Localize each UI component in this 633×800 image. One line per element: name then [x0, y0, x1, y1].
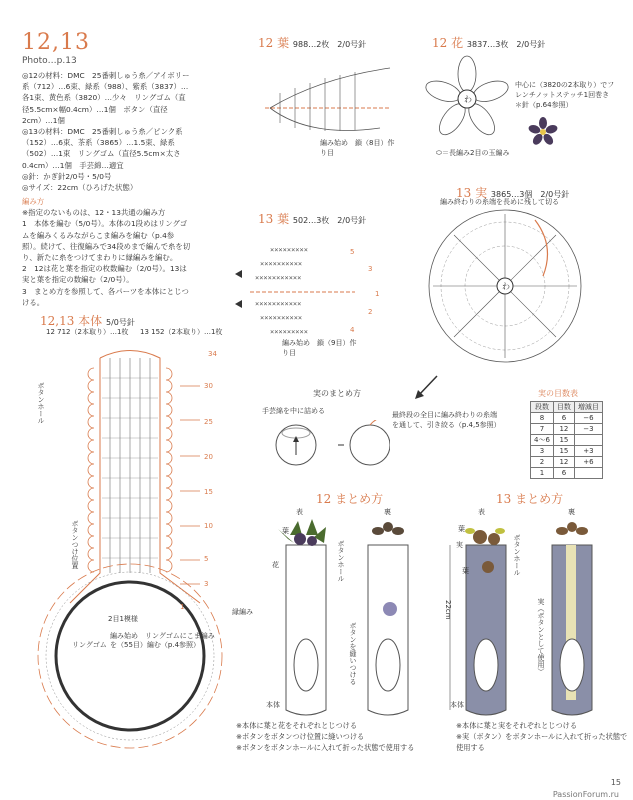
- leaf12-heading: 12 葉 988…2枚 2/0号針: [258, 36, 367, 50]
- table-row: 4〜6 15: [531, 435, 603, 446]
- knitting-instructions: [22, 196, 192, 308]
- body-heading: 12,13 本体 5/0号針: [40, 314, 135, 328]
- two-one-pattern-label: 2目1模様: [108, 615, 138, 623]
- row-label-1: 1: [180, 603, 185, 611]
- fruit13-chart: [425, 206, 585, 371]
- assembly12-body: 本体: [266, 701, 280, 709]
- svg-text:×××××××××××: ×××××××××××: [255, 274, 302, 282]
- svg-text:×××××××××: ×××××××××: [270, 246, 308, 254]
- row-label-20: 20: [204, 453, 213, 461]
- svg-text:×××××××××××: ×××××××××××: [255, 300, 302, 308]
- assembly13-note-1: ※本体に葉と実をそれぞれとじつける: [456, 721, 578, 730]
- page-title: 12,13: [22, 30, 90, 55]
- row-label-10: 10: [204, 522, 213, 530]
- flower12-chart: [420, 52, 515, 147]
- leaf13-row-3: 3: [368, 265, 373, 273]
- knitting-step-2: 2 12は花と葉を指定の枚数編む（2/0号）。13は実と葉を指定の数編む（2/0号）。: [22, 264, 187, 285]
- row-label-25: 25: [204, 418, 213, 426]
- materials-13: ◎13の材料：DMC 25番刺しゅう糸／ピンク系（152）…6束、茶系（3865）…1.5束、緑系（502）…1束 リングゴム（直径5.5cm×太さ0.4cm）…1個 手芸綿…適宜: [22, 127, 183, 170]
- leaf12-start: 編み始め 鎖（8目）作り目: [320, 139, 395, 157]
- assembly13-heading: 13 まとめ方: [496, 492, 564, 506]
- assembly12-flower: 花: [272, 561, 279, 569]
- assembly13-button-hole: ボタンホール: [513, 534, 521, 576]
- row-label-5: 5: [204, 555, 209, 563]
- assembly12-note-2: ※ボタンをボタンつけ位置に縫いつける: [236, 732, 365, 741]
- assembly13-leaf-top: 葉: [458, 525, 465, 533]
- knitting-intro: ※指定のないものは、12・13共通の編み方: [22, 208, 166, 218]
- svg-text:わ: わ: [502, 282, 510, 291]
- button-position-label: ボタンつけ位置: [71, 520, 79, 569]
- table-row: 7 12 −3: [531, 424, 603, 435]
- leaf13-chart: [230, 234, 373, 344]
- materials-12: ◎12の材料：DMC 25番刺しゅう糸／アイボリー系（712）…6束、緑系（988）、紫系（3837）…各1束、黄色系（3820）…少々 リングゴム（直径5.5cm×幅0.4cm）…1個 ボタン（直径2cm）…1個: [22, 71, 190, 125]
- photo-reference: Photo…p.13: [22, 56, 77, 66]
- flower-icon: [528, 117, 558, 147]
- assembly12-drawing: [268, 515, 428, 720]
- assembly13-drawing: [440, 515, 610, 720]
- fruit-assembly-step-a: 手芸綿を中に詰める: [262, 407, 325, 415]
- assembly12-button: ボタンを縫いつける: [349, 622, 357, 685]
- leaf13-heading: 13 葉 502…3枚 2/0号針: [258, 212, 367, 226]
- assembly12-notes: [236, 720, 414, 753]
- row-label-34: 34: [208, 350, 217, 358]
- leaf13-row-5: 5: [350, 248, 355, 256]
- watermark: PassionForum.ru: [552, 790, 619, 799]
- flower12-heading: 12 花 3837…3枚 2/0号針: [432, 36, 546, 50]
- flower12-legend: ⬭＝長編み2目の玉編み: [436, 149, 510, 157]
- body-start-label: 編み始め リングゴムにこま編みを（55目）編む（p.4参照）: [110, 632, 215, 649]
- needle-info: ◎針：かぎ針2/0号・5/0号: [22, 171, 112, 181]
- assembly12-front: 表: [296, 508, 303, 516]
- edge-label: 縁編み: [232, 608, 253, 616]
- size-info: ◎サイズ：22cm（ひろげた状態）: [22, 183, 138, 193]
- leaf13-start: 編み始め 鎖（9目）作り目: [282, 339, 357, 357]
- body-chart: [30, 338, 245, 778]
- row-label-15: 15: [204, 488, 213, 496]
- assembly13-notes: [456, 720, 633, 753]
- arrow-icon: [412, 372, 442, 402]
- knitting-step-1: 1 本体を編む（5/0号）。本体の1段めはリングゴムを編みくるみながらこま編みを編む（p.4参照）。続けて、往復編みで34段めまで編んで糸を切り、新たに糸をつけてまわりに縁編みを編む。: [22, 219, 191, 263]
- button-hole-label: ボタンホール: [37, 382, 45, 424]
- assembly13-fruit: 実: [456, 541, 463, 549]
- assembly13-note-2: ※実（ボタン）をボタンホールに入れて折った状態で使用する: [456, 732, 628, 752]
- knitting-step-3: 3 まとめ方を参照して、各パーツを本体にとじつける。: [22, 286, 189, 307]
- materials-block: [22, 70, 192, 193]
- assembly12-button-hole: ボタンホール: [337, 540, 345, 582]
- assembly13-body: 本体: [450, 701, 464, 709]
- leaf13-row-1: 1: [375, 290, 380, 298]
- assembly13-length: 22cm: [444, 600, 452, 620]
- leaf13-row-4: 4: [350, 326, 355, 334]
- table-row: 1 6: [531, 468, 603, 479]
- table-row: 2 12 +6: [531, 457, 603, 468]
- fruit-assembly-step-b: 最終段の全目に編み終わりの糸端を通して、引き絞る（p.4,5参照）: [392, 411, 501, 429]
- assembly13-fruit-use: 実（ボタンとして使用）: [537, 598, 545, 675]
- svg-text:×××××××××: ×××××××××: [270, 328, 308, 336]
- fruit-count-table: [530, 401, 603, 479]
- assembly12-note-3: ※ボタンをボタンホールに入れて折った状態で使用する: [236, 743, 415, 752]
- table-header-row: [531, 402, 603, 413]
- svg-text:××××××××××: ××××××××××: [260, 314, 303, 322]
- assembly13-leaf: 葉: [462, 567, 469, 575]
- assembly13-back: 裏: [568, 508, 575, 516]
- row-label-3: 3: [204, 580, 209, 588]
- ring-label: リングゴム: [72, 641, 107, 649]
- row-label-30: 30: [204, 382, 213, 390]
- body-count-13: 13 152（2本取り）…1枚: [140, 328, 223, 336]
- body-count-12: 12 712（2本取り）…1枚: [46, 328, 129, 336]
- flower12-note: 中心に（3820の2本取り）でフレンチノットステッチ1回巻き＊針（p.64参照）: [515, 81, 615, 109]
- table-row: 8 6 −6: [531, 413, 603, 424]
- leaf12-chart: [250, 48, 400, 148]
- table-row: 3 15 +3: [531, 446, 603, 457]
- knitting-heading: 編み方: [22, 197, 45, 206]
- assembly12-heading: 12 まとめ方: [316, 492, 384, 506]
- svg-text:わ: わ: [464, 95, 472, 104]
- fruit13-heading: 13 実 3865…3個 2/0号針: [456, 186, 570, 200]
- assembly12-note-1: ※本体に葉と花をそれぞれとじつける: [236, 721, 358, 730]
- table-header: 目数: [553, 402, 574, 413]
- page-number: 15: [610, 778, 621, 787]
- assembly13-front: 表: [478, 508, 485, 516]
- fruit13-note: 編み終わりの糸端を長めに残して切る: [440, 198, 559, 206]
- leaf13-row-2: 2: [368, 308, 373, 316]
- fruit-assembly-drawing: [270, 420, 390, 470]
- assembly12-back: 裏: [384, 508, 391, 516]
- svg-text:××××××××××: ××××××××××: [260, 260, 303, 268]
- assembly12-leaf: 葉: [282, 527, 289, 535]
- table-header: 増減目: [574, 402, 602, 413]
- table-header: 段数: [531, 402, 554, 413]
- fruit-table-heading: 実の目数表: [538, 389, 578, 398]
- fruit-assembly-heading: 実のまとめ方: [313, 389, 361, 398]
